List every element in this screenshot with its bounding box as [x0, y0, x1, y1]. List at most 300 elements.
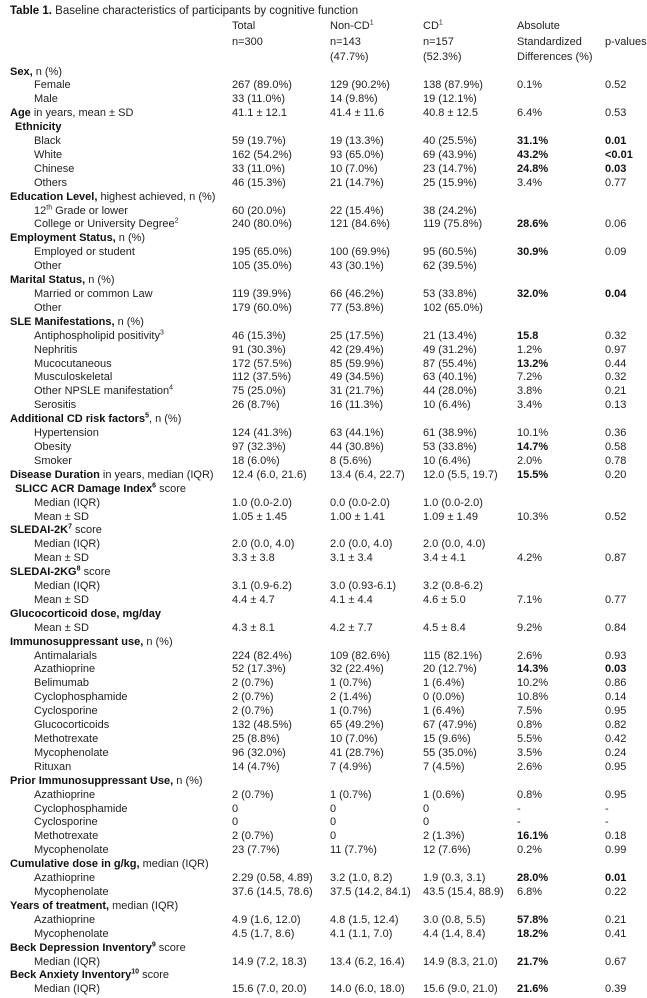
cell-cd: 43.5 (15.4, 88.9)	[423, 885, 504, 898]
text-part: Glucocorticoid dose, mg/day	[10, 607, 161, 620]
cell-noncd: 13.4 (6.2, 16.4)	[330, 955, 405, 968]
text-part: Rituxan	[34, 760, 72, 773]
cell-cd: 102 (65.0%)	[423, 301, 483, 314]
row-label	[0, 775, 232, 789]
cell-cd: 2.0 (0.0, 4.0)	[423, 538, 486, 551]
text-part: Mucocutaneous	[34, 357, 112, 370]
cell-total: 14 (4.7%)	[232, 760, 280, 773]
cell-total: 132 (48.5%)	[232, 719, 292, 732]
text-part: Mycophenolate	[34, 844, 109, 857]
cell-noncd: 77 (53.8%)	[330, 301, 384, 314]
row-label	[0, 858, 232, 872]
cell-total: 179 (60.0%)	[232, 301, 292, 314]
cell-total: 46 (15.3%)	[232, 329, 286, 342]
table-row	[0, 524, 647, 538]
row-label	[0, 497, 232, 511]
row-label	[0, 274, 232, 288]
cell-total: 4.3 ± 8.1	[232, 621, 275, 634]
text-part: Baseline characteristics of participants by cognitive function	[51, 5, 359, 17]
cell-pvalue: 0.22	[605, 885, 627, 898]
text-part: Median (IQR)	[34, 983, 101, 996]
table-row	[0, 594, 647, 608]
row-label	[0, 149, 232, 163]
table-row	[0, 956, 647, 970]
table-row	[0, 830, 647, 844]
cell-cd: 4.5 ± 8.4	[423, 621, 466, 634]
text-part: p-values	[605, 35, 647, 48]
cell-total	[232, 524, 330, 538]
cell-pvalue: -	[605, 802, 609, 815]
cell-pvalue	[605, 636, 647, 650]
superscript-ref: 3	[159, 329, 164, 337]
row-label	[0, 524, 232, 538]
header-line	[423, 19, 517, 35]
cell-pvalue: 0.87	[605, 552, 627, 565]
cell-asd: 0.8%	[517, 788, 543, 801]
cell-noncd	[330, 969, 423, 983]
row-label	[0, 663, 232, 677]
text-part: Immunosuppressant use,	[10, 635, 144, 648]
cell-asd: 3.4%	[517, 399, 543, 412]
row-label	[0, 789, 232, 803]
text-part: Years of treatment,	[10, 899, 110, 912]
header-line	[517, 19, 605, 35]
text-part: n=143	[330, 35, 361, 48]
cell-pvalue: 0.52	[605, 510, 627, 523]
text-part: Mycophenolate	[34, 746, 109, 759]
cell-asd: 10.1%	[517, 427, 549, 440]
cell-cd: 67 (47.9%)	[423, 719, 477, 732]
text-part: Sex,	[10, 65, 33, 78]
text-part: Azathioprine	[34, 663, 96, 676]
row-label	[0, 733, 232, 747]
table-row	[0, 427, 647, 441]
column-header-total	[232, 19, 330, 66]
row-label	[0, 914, 232, 928]
cell-noncd: 11 (7.7%)	[330, 844, 377, 857]
cell-asd	[517, 232, 605, 246]
text-part: Cumulative dose in g/kg,	[10, 858, 140, 871]
cell-noncd: 0	[330, 802, 337, 815]
cell-noncd: 4.2 ± 7.7	[330, 621, 373, 634]
row-label	[0, 761, 232, 775]
row-label	[0, 511, 232, 525]
cell-total: 97 (32.3%)	[232, 440, 286, 453]
row-label	[0, 956, 232, 970]
cell-asd: 16.1%	[517, 830, 549, 843]
cell-asd	[517, 858, 605, 872]
text-part: Total	[232, 20, 256, 32]
cell-total: 2 (0.7%)	[232, 691, 274, 704]
cell-cd: 2 (1.3%)	[423, 830, 465, 843]
cell-cd	[423, 775, 517, 789]
text-part: Azathioprine	[34, 788, 96, 801]
cell-asd	[517, 608, 605, 622]
cell-noncd: 42 (29.4%)	[330, 343, 384, 356]
cell-cd: 95 (60.5%)	[423, 246, 477, 259]
row-label	[0, 705, 232, 719]
cell-asd	[517, 636, 605, 650]
table-row	[0, 469, 647, 483]
superscript-ref: 9	[151, 940, 156, 948]
superscript-ref: 2	[174, 217, 179, 225]
cell-pvalue: -	[605, 816, 609, 829]
superscript-ref: 7	[68, 523, 72, 531]
cell-total	[232, 900, 330, 914]
cell-pvalue	[605, 608, 647, 622]
cell-total: 37.6 (14.5, 78.6)	[232, 885, 313, 898]
cell-total	[232, 66, 330, 80]
table-row	[0, 858, 647, 872]
cell-pvalue: 0.18	[605, 830, 627, 843]
table-row	[0, 316, 647, 330]
cell-asd: 21.6%	[517, 983, 549, 996]
text-part: in years, median (IQR)	[99, 468, 214, 481]
cell-asd: 3.5%	[517, 746, 543, 759]
text-part: in years, mean ± SD	[30, 107, 134, 120]
cell-asd: 6.4%	[517, 107, 543, 120]
text-part: Belimumab	[34, 677, 90, 690]
cell-asd	[517, 497, 605, 511]
cell-asd	[517, 413, 605, 427]
text-part: Azathioprine	[34, 913, 96, 926]
cell-total: 91 (30.3%)	[232, 343, 286, 356]
cell-pvalue	[605, 942, 647, 956]
cell-total: 267 (89.0%)	[232, 79, 292, 92]
text-part: Male	[34, 93, 58, 106]
text-part: Female	[34, 79, 71, 92]
cell-asd: -	[517, 802, 521, 815]
text-part: Non-CD	[330, 20, 370, 32]
cell-asd: 31.1%	[517, 135, 549, 148]
row-label	[0, 747, 232, 761]
table-row	[0, 218, 647, 232]
text-part: SLEDAI-2KG	[10, 566, 77, 579]
cell-asd	[517, 260, 605, 274]
cell-total	[232, 566, 330, 580]
cell-total	[232, 121, 330, 135]
cell-cd: 19 (12.1%)	[423, 93, 477, 106]
superscript-ref: 8	[76, 565, 81, 573]
row-label	[0, 469, 232, 483]
cell-pvalue: 0.97	[605, 343, 627, 356]
cell-cd	[423, 316, 517, 330]
cell-asd	[517, 121, 605, 135]
cell-cd	[423, 636, 517, 650]
table-row	[0, 650, 647, 664]
text-part: Marital Status,	[10, 274, 86, 287]
cell-asd: 10.8%	[517, 691, 549, 704]
cell-cd: 20 (12.7%)	[423, 663, 477, 676]
cell-total: 195 (65.0%)	[232, 246, 292, 259]
cell-cd: 1 (6.4%)	[423, 677, 465, 690]
text-part: Standardized	[517, 35, 582, 48]
cell-noncd: 93 (65.0%)	[330, 148, 384, 161]
cell-cd: 119 (75.8%)	[423, 218, 483, 231]
cell-noncd: 65 (49.2%)	[330, 719, 384, 732]
row-label	[0, 942, 232, 956]
text-part: Black	[34, 135, 61, 148]
cell-total: 112 (37.5%)	[232, 371, 292, 384]
cell-cd: 69 (43.9%)	[423, 148, 477, 161]
cell-noncd: 0	[330, 830, 337, 843]
cell-pvalue: 0.82	[605, 719, 627, 732]
text-part: SLE Manifestations,	[10, 315, 115, 328]
cell-pvalue: 0.14	[605, 691, 627, 704]
row-label	[0, 79, 232, 93]
cell-pvalue: 0.77	[605, 593, 627, 606]
cell-asd: 0.2%	[517, 844, 543, 857]
cell-pvalue: 0.77	[605, 176, 627, 189]
table-row	[0, 636, 647, 650]
cell-cd	[423, 524, 517, 538]
cell-total: 105 (35.0%)	[232, 260, 292, 273]
cell-noncd: 0.0 (0.0-2.0)	[330, 496, 390, 509]
cell-total: 0	[232, 816, 239, 829]
row-label	[0, 719, 232, 733]
row-label	[0, 594, 232, 608]
cell-cd: 12 (7.6%)	[423, 844, 471, 857]
table-row	[0, 622, 647, 636]
cell-cd: 1.09 ± 1.49	[423, 510, 478, 523]
table-row	[0, 552, 647, 566]
row-label	[0, 177, 232, 191]
cell-total: 96 (32.0%)	[232, 746, 286, 759]
table-row	[0, 886, 647, 900]
cell-pvalue: 0.13	[605, 399, 627, 412]
column-header-noncd	[330, 19, 423, 66]
cell-cd	[423, 566, 517, 580]
cell-pvalue	[605, 205, 647, 219]
row-label	[0, 677, 232, 691]
cell-cd: 63 (40.1%)	[423, 371, 477, 384]
header-line	[423, 50, 517, 66]
cell-cd	[423, 858, 517, 872]
header-line	[517, 50, 605, 66]
row-label	[0, 288, 232, 302]
text-part: Mean ± SD	[34, 593, 89, 606]
cell-total: 4.9 (1.6, 12.0)	[232, 913, 301, 926]
cell-cd: 49 (31.2%)	[423, 343, 477, 356]
table-row	[0, 274, 647, 288]
text-part: Antiphospholipid positivity	[34, 329, 160, 342]
table-row	[0, 288, 647, 302]
cell-asd: 3.8%	[517, 385, 543, 398]
row-label	[0, 344, 232, 358]
table-header	[0, 19, 647, 66]
cell-total: 25 (8.8%)	[232, 733, 280, 745]
cell-pvalue	[605, 121, 647, 135]
cell-cd: 53 (33.8%)	[423, 288, 477, 300]
cell-asd: 57.8%	[517, 913, 549, 926]
cell-cd: 23 (14.7%)	[423, 162, 477, 175]
row-label	[0, 66, 232, 80]
table-row	[0, 79, 647, 93]
cell-noncd	[330, 66, 423, 80]
table-row	[0, 733, 647, 747]
cell-noncd: 109 (82.6%)	[330, 649, 390, 662]
cell-noncd: 41.4 ± 11.6	[330, 107, 385, 120]
cell-pvalue: 0.95	[605, 760, 627, 773]
table-title	[0, 0, 647, 19]
cell-total	[232, 274, 330, 288]
cell-total: 18 (6.0%)	[232, 454, 280, 467]
text-part: n (%)	[143, 635, 173, 648]
cell-cd: 1.9 (0.3, 3.1)	[423, 872, 486, 885]
row-label	[0, 844, 232, 858]
cell-total	[232, 608, 330, 622]
row-label	[0, 803, 232, 817]
cell-asd	[517, 580, 605, 594]
table-row	[0, 608, 647, 622]
cell-pvalue: 0.01	[605, 135, 627, 148]
cell-pvalue	[605, 566, 647, 580]
cell-pvalue: <0.01	[605, 148, 633, 161]
cell-noncd: 3.0 (0.93-6.1)	[330, 580, 397, 593]
cell-total: 2.29 (0.58, 4.89)	[232, 872, 313, 885]
header-line	[517, 35, 605, 51]
cell-noncd: 1 (0.7%)	[330, 788, 372, 801]
text-part: Table 1.	[10, 5, 52, 17]
table-row	[0, 246, 647, 260]
cell-cd: 4.4 (1.4, 8.4)	[423, 927, 486, 940]
cell-cd: 3.0 (0.8, 5.5)	[423, 913, 486, 926]
text-part: n (%)	[173, 774, 203, 787]
text-part: Education Level,	[10, 190, 98, 203]
text-part: SLEDAI-2K	[10, 524, 69, 537]
cell-asd	[517, 274, 605, 288]
cell-asd	[517, 191, 605, 205]
text-part: Employment Status,	[10, 232, 116, 245]
cell-noncd: 8 (5.6%)	[330, 454, 372, 467]
text-part: Median (IQR)	[34, 955, 101, 968]
cell-total	[232, 191, 330, 205]
row-label	[0, 886, 232, 900]
text-part: , n (%)	[148, 413, 182, 426]
cell-cd: 15.6 (9.0, 21.0)	[423, 983, 498, 996]
header-line	[423, 35, 517, 51]
cell-pvalue: 0.95	[605, 705, 627, 718]
cell-noncd	[330, 775, 423, 789]
cell-asd: 10.2%	[517, 677, 549, 690]
cell-asd: 14.7%	[517, 440, 549, 453]
cell-cd: 1 (6.4%)	[423, 705, 465, 718]
cell-noncd: 32 (22.4%)	[330, 663, 384, 676]
cell-cd: 87 (55.4%)	[423, 357, 477, 370]
cell-noncd	[330, 413, 423, 427]
cell-asd: 3.4%	[517, 176, 543, 189]
text-part: n (%)	[114, 315, 144, 328]
cell-asd: 7.5%	[517, 705, 543, 718]
cell-pvalue: 0.24	[605, 746, 627, 759]
row-label	[0, 538, 232, 552]
cell-total: 224 (82.4%)	[232, 649, 292, 662]
cell-asd	[517, 93, 605, 107]
table-row	[0, 330, 647, 344]
text-part: score	[155, 941, 186, 954]
text-part: Cyclophosphamide	[34, 802, 128, 815]
cell-total: 60 (20.0%)	[232, 204, 286, 217]
cell-cd: 55 (35.0%)	[423, 746, 477, 759]
text-part: Cyclosporine	[34, 816, 98, 829]
row-label	[0, 316, 232, 330]
header-line	[330, 50, 423, 66]
table-row	[0, 232, 647, 246]
row-label	[0, 218, 232, 232]
cell-pvalue: 0.09	[605, 246, 627, 259]
cell-total: 12.4 (6.0, 21.6)	[232, 468, 307, 481]
cell-cd	[423, 121, 517, 135]
cell-noncd: 129 (90.2%)	[330, 79, 390, 92]
cell-noncd: 14.0 (6.0, 18.0)	[330, 983, 405, 996]
row-label	[0, 928, 232, 942]
cell-pvalue: 0.20	[605, 468, 627, 481]
cell-total	[232, 232, 330, 246]
cell-pvalue: 0.84	[605, 621, 627, 634]
cell-asd: 7.2%	[517, 371, 543, 384]
cell-noncd: 3.2 (1.0, 8.2)	[330, 872, 393, 885]
table-row	[0, 844, 647, 858]
cell-asd: 2.0%	[517, 454, 543, 467]
cell-cd: 21 (13.4%)	[423, 329, 477, 342]
superscript-ref: 5	[145, 412, 149, 420]
header-line	[330, 35, 423, 51]
cell-asd: 4.2%	[517, 552, 543, 565]
cell-asd	[517, 302, 605, 316]
text-part: Disease Duration	[10, 468, 100, 481]
text-part: Median (IQR)	[34, 538, 101, 551]
row-label	[0, 358, 232, 372]
text-part: (52.3%)	[423, 51, 462, 63]
table-row	[0, 177, 647, 191]
cell-cd: 14.9 (8.3, 21.0)	[423, 955, 498, 968]
table-row	[0, 803, 647, 817]
cell-pvalue: 0.44	[605, 357, 627, 370]
row-label	[0, 441, 232, 455]
cell-pvalue: 0.21	[605, 913, 627, 926]
cell-total	[232, 942, 330, 956]
cell-asd	[517, 775, 605, 789]
cell-asd: 18.2%	[517, 927, 549, 940]
row-label	[0, 580, 232, 594]
row-label	[0, 455, 232, 469]
row-label	[0, 330, 232, 344]
header-line	[232, 35, 330, 51]
cell-noncd: 2 (1.4%)	[330, 691, 372, 704]
cell-total: 3.3 ± 3.8	[232, 552, 275, 565]
cell-cd: 115 (82.1%)	[423, 649, 483, 662]
table-row	[0, 580, 647, 594]
superscript-ref: 10	[131, 968, 140, 976]
cell-total: 119 (39.9%)	[232, 288, 292, 300]
text-part: Grade or lower	[52, 204, 128, 217]
cell-total: 3.1 (0.9-6.2)	[232, 580, 292, 593]
cell-noncd: 7 (4.9%)	[330, 760, 372, 773]
cell-asd	[517, 205, 605, 219]
cell-noncd: 85 (59.9%)	[330, 357, 384, 370]
row-label	[0, 385, 232, 399]
row-label	[0, 691, 232, 705]
cell-pvalue: 0.52	[605, 79, 627, 92]
cell-pvalue	[605, 260, 647, 274]
header-line	[330, 19, 423, 35]
cell-noncd: 66 (46.2%)	[330, 288, 384, 300]
table-row	[0, 497, 647, 511]
cell-asd: 30.9%	[517, 246, 549, 259]
cell-pvalue: 0.95	[605, 788, 627, 801]
table-row	[0, 677, 647, 691]
cell-cd: 138 (87.9%)	[423, 79, 483, 92]
